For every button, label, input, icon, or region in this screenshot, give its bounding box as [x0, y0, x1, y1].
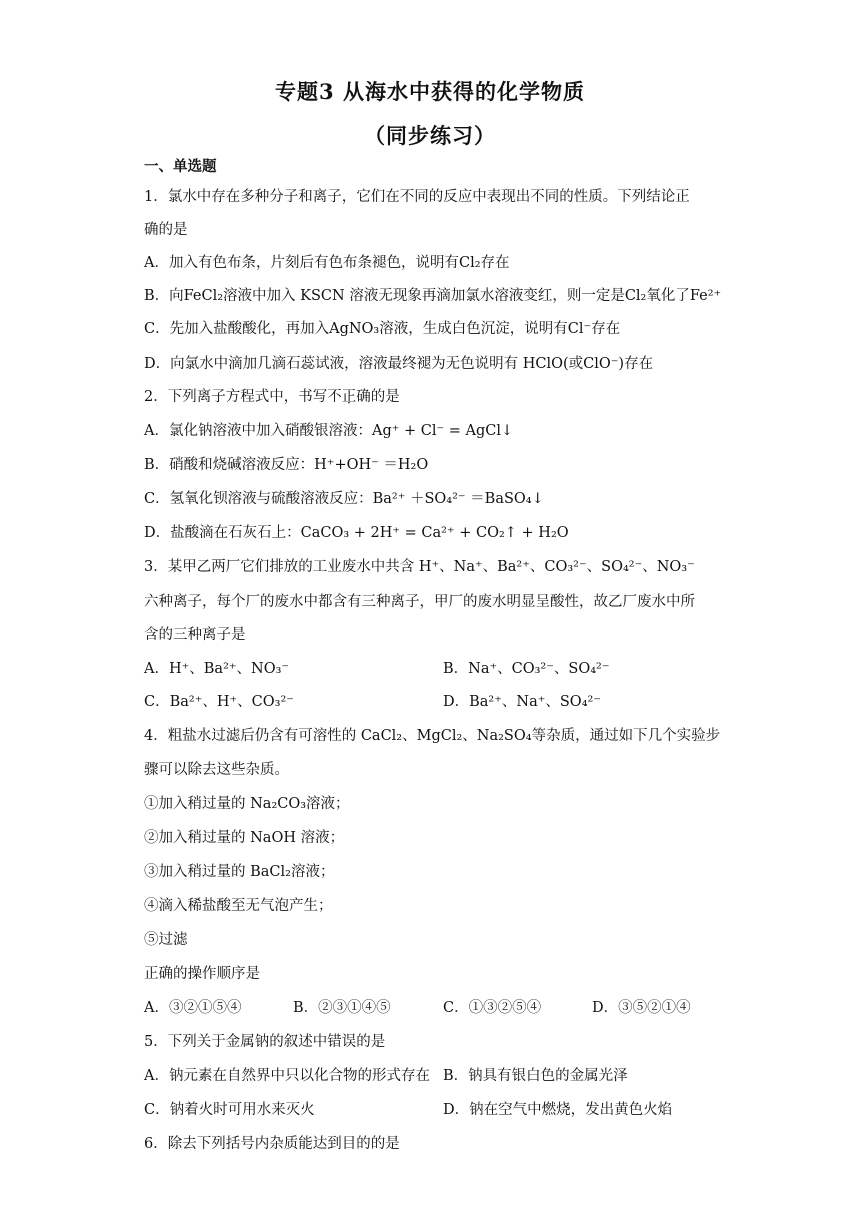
q5-option-b: B．钠具有银白色的金属光泽: [443, 1068, 628, 1084]
q2-stem-pre: 2．下列离子方程式中，书写: [144, 389, 328, 405]
q1-option-c: C．先加入盐酸酸化，再加入AgNO₃溶液，生成白色沉淀，说明有Cl⁻存在: [144, 321, 621, 337]
document-title: 专题3 从海水中获得的化学物质: [275, 79, 585, 104]
q1-option-b: B．向FeCl₂溶液中加入 KSCN 溶液无现象再滴加氯水溶液变红，则一定是Cl₂氧化了Fe²⁺: [144, 288, 722, 304]
q3-option-c: C．Ba²⁺、H⁺、CO₃²⁻: [144, 694, 294, 710]
q1-stem-line2: 确的是: [144, 222, 188, 238]
q3-option-d: D．Ba²⁺、Na⁺、SO₄²⁻: [443, 694, 601, 710]
q3-stem-line1: 3．某甲乙两厂它们排放的工业废水中共含 H⁺、Na⁺、Ba²⁺、CO₃²⁻、SO₄²⁻、NO₃⁻: [144, 559, 695, 575]
q5-option-d: D．钠在空气中燃烧，发出黄色火焰: [443, 1102, 673, 1118]
q3-stem-line3: 含的三种离子是: [144, 627, 246, 643]
q1-option-d: D．向氯水中滴加几滴石蕊试液，溶液最终褪为无色说明有 HClO(或ClO⁻)存在: [144, 356, 654, 372]
q4-stem-line2: 骤可以除去这些杂质。: [144, 762, 289, 778]
q1-stem-line1: 1．氯水中存在多种分子和离子，它们在不同的反应中表现出不同的性质。下列结论正: [144, 189, 690, 205]
q4-step-3: ③加入稍过量的 BaCl₂溶液；: [144, 864, 335, 880]
document-subtitle: （同步练习）: [364, 123, 496, 148]
q4-option-b: B．②③①④⑤: [293, 1000, 391, 1016]
q4-stem-line1: 4．粗盐水过滤后仍含有可溶性的 CaCl₂、MgCl₂、Na₂SO₄等杂质，通过如下几个实验步: [144, 728, 721, 744]
q4-step-5: ⑤过滤: [144, 932, 188, 948]
q6-stem: 6．除去下列括号内杂质能达到目的的是: [144, 1136, 400, 1152]
q4-prompt: 正确的操作顺序是: [144, 966, 260, 982]
q2-option-a: A．氯化钠溶液中加入硝酸银溶液：Ag⁺ + Cl⁻ = AgCl↓: [144, 423, 514, 439]
q3-stem-line2: 六种离子，每个厂的废水中都含有三种离子，甲厂的废水明显呈酸性，故乙厂废水中所: [144, 594, 695, 610]
q3-option-b: B．Na⁺、CO₃²⁻、SO₄²⁻: [443, 661, 610, 677]
q2-option-b: B．硝酸和烧碱溶液反应：H⁺+OH⁻ ＝H₂O: [144, 457, 429, 473]
q4-step-2: ②加入稍过量的 NaOH 溶液；: [144, 830, 345, 846]
q2-option-c: C．氢氧化钡溶液与硫酸溶液反应：Ba²⁺ ＋SO₄²⁻ ＝BaSO₄↓: [144, 491, 544, 507]
q4-option-c: C．①③②⑤④: [443, 1000, 542, 1016]
q2-stem-post: 的是: [370, 389, 400, 405]
q3-option-a: A．H⁺、Ba²⁺、NO₃⁻: [144, 661, 290, 677]
q5-option-a: A．钠元素在自然界中只以化合物的形式存在: [144, 1068, 430, 1084]
q5-option-c: C．钠着火时可用水来灭火: [144, 1102, 315, 1118]
q4-option-a: A．③②①⑤④: [144, 1000, 242, 1016]
q2-stem-emphasis: 不正确: [327, 389, 371, 405]
section-heading: 一、单选题: [144, 158, 217, 175]
q5-stem: 5．下列关于金属钠的叙述中错误的是: [144, 1034, 386, 1050]
q1-option-a: A．加入有色布条，片刻后有色布条褪色，说明有Cl₂存在: [144, 255, 510, 271]
q4-option-d: D．③⑤②①④: [592, 1000, 691, 1016]
q2-stem: [144, 387, 400, 407]
q4-step-4: ④滴入稀盐酸至无气泡产生；: [144, 898, 333, 914]
q2-option-d: D．盐酸滴在石灰石上：CaCO₃ + 2H⁺ = Ca²⁺ + CO₂↑ + H₂O: [144, 525, 569, 541]
q4-step-1: ①加入稍过量的 Na₂CO₃溶液；: [144, 796, 350, 812]
